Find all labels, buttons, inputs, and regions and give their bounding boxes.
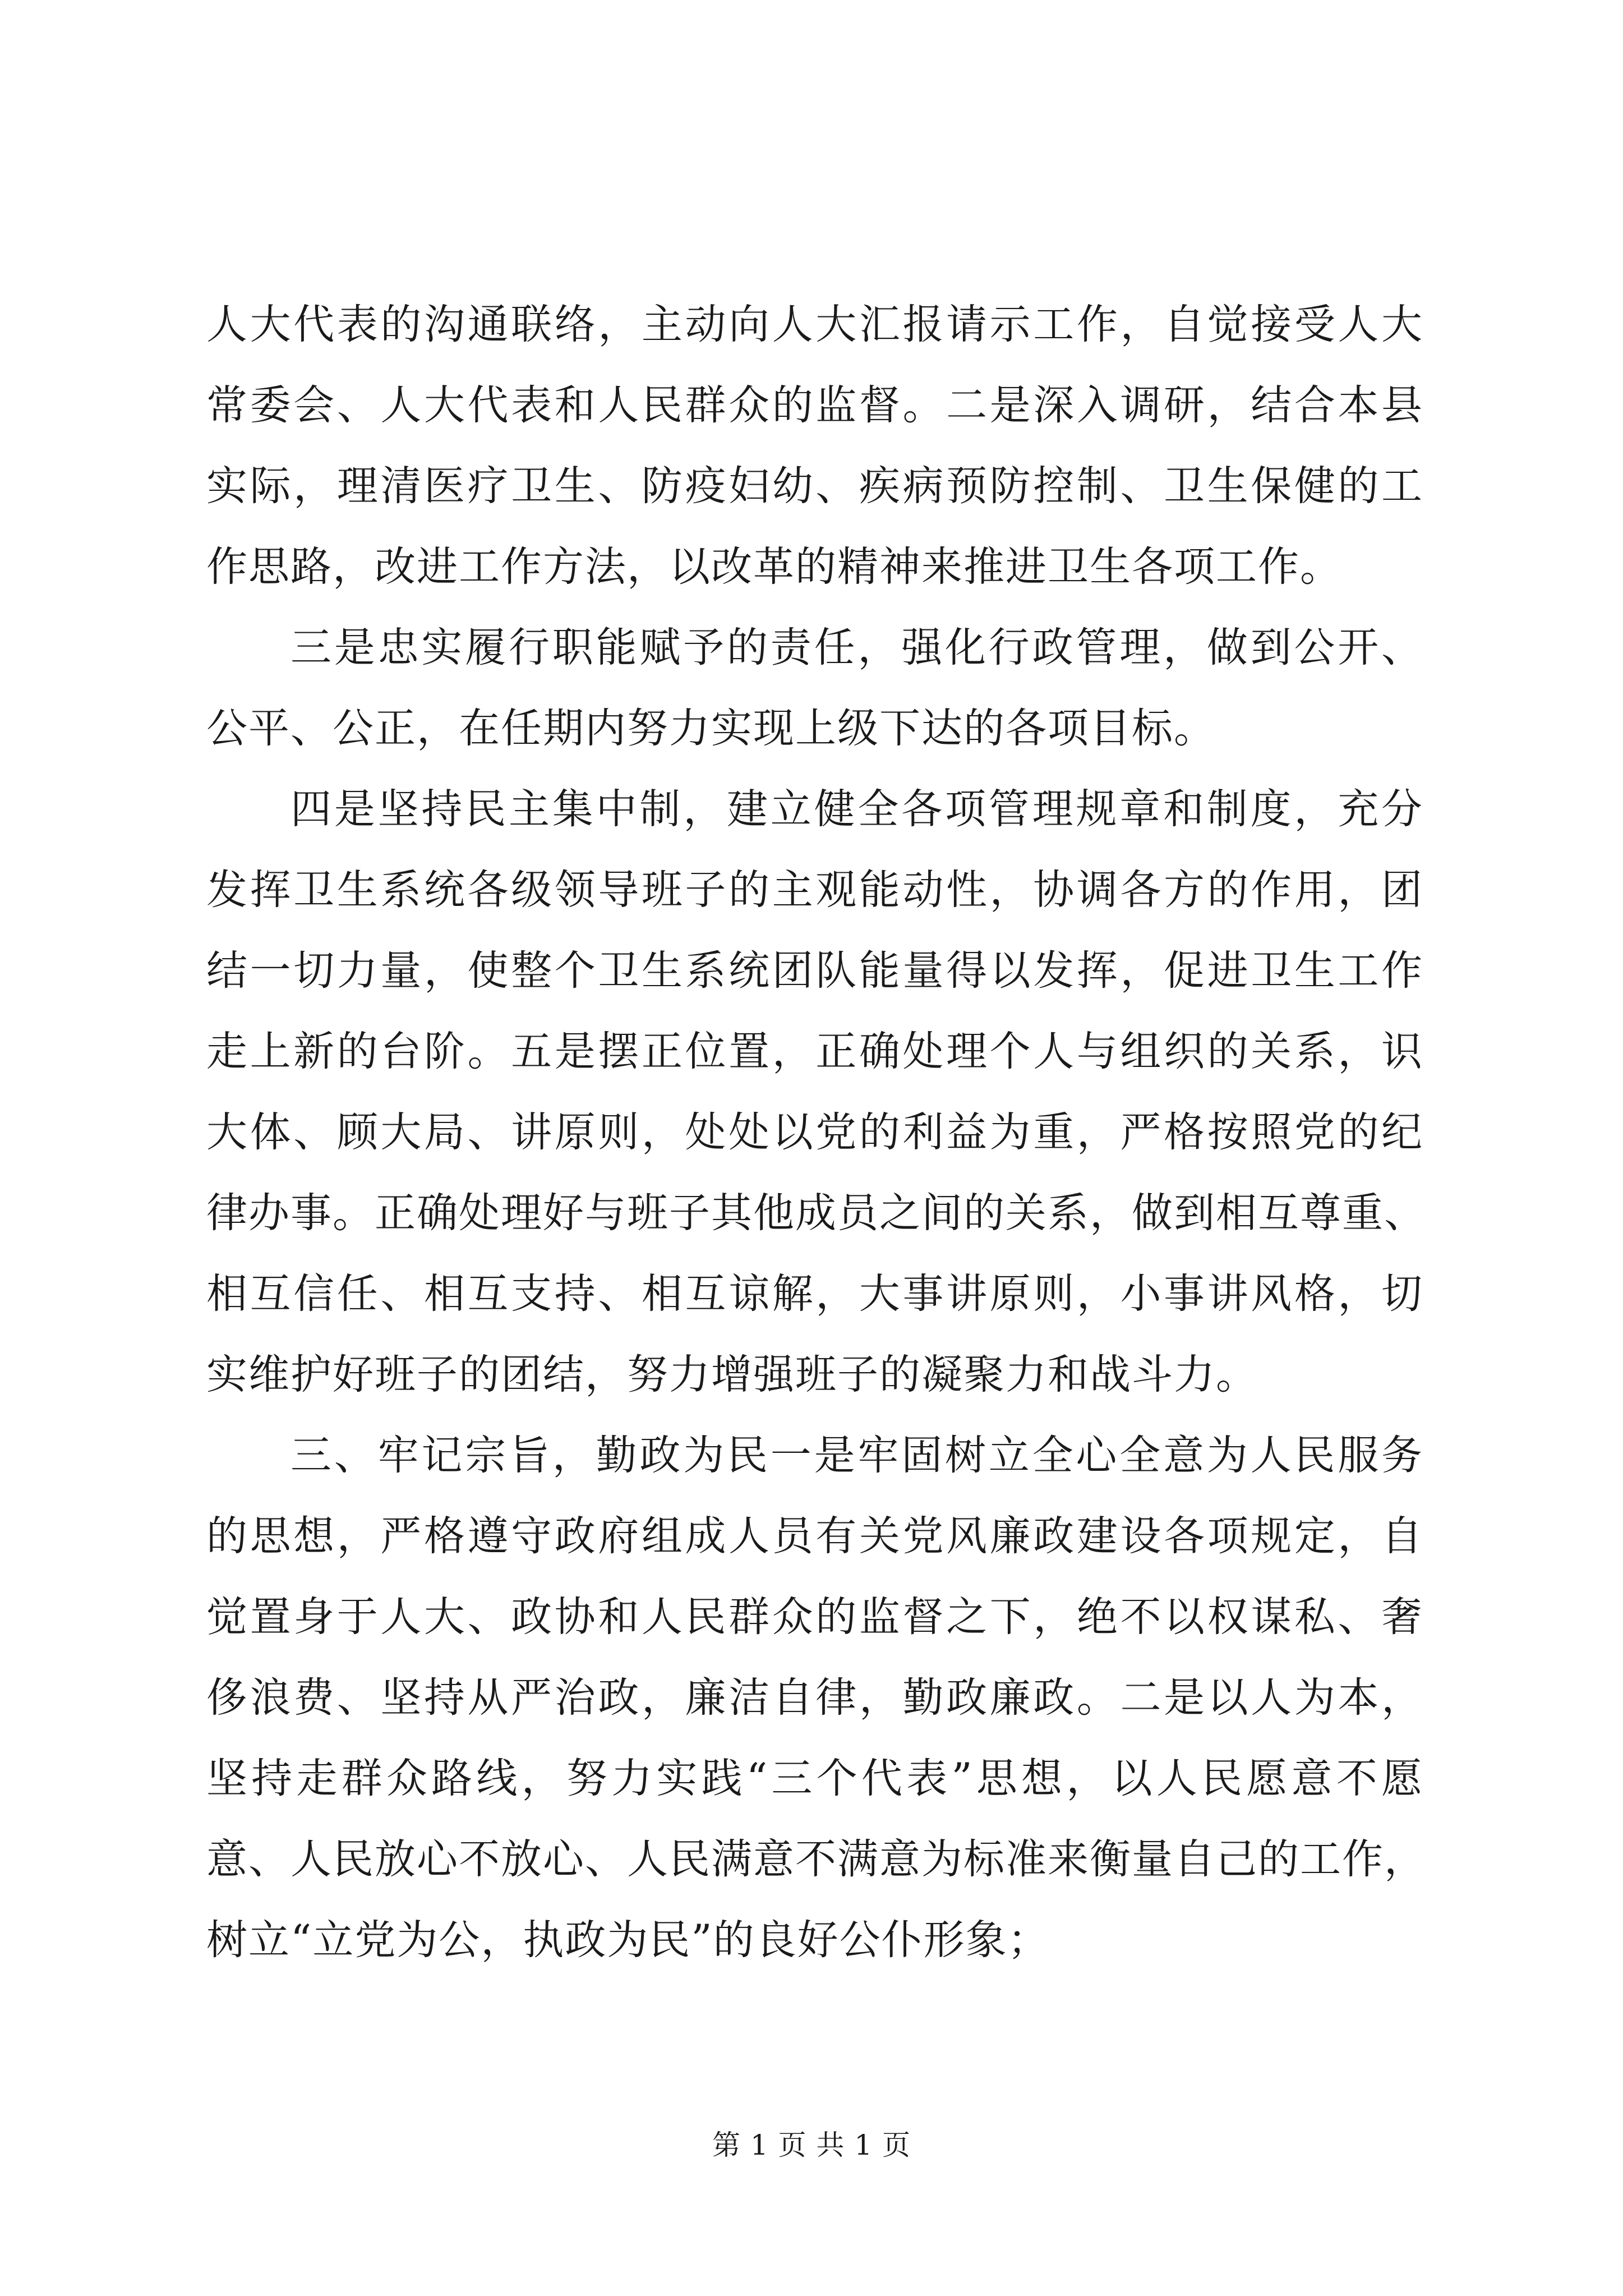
text-line: 坚持走群众路线，努力实践“三个代表”思想，以人民愿意不愿 xyxy=(206,1755,1423,1802)
text-line: 树立“立党为公，执政为民”的良好公仆形象； xyxy=(206,1916,1050,1964)
text-line: 走上新的台阶。五是摆正位置，正确处理个人与组织的关系，识 xyxy=(206,1028,1423,1075)
text-line: 实维护好班子的团结，努力增强班子的凝聚力和战斗力。 xyxy=(206,1351,1258,1398)
text-line: 人大代表的沟通联络，主动向人大汇报请示工作，自觉接受人大 xyxy=(206,301,1423,348)
text-line: 律办事。正确处理好与班子其他成员之间的关系，做到相互尊重、 xyxy=(206,1189,1426,1237)
text-line: 作思路，改进工作方法，以改革的精神来推进卫生各项工作。 xyxy=(206,543,1342,591)
text-line: 三是忠实履行职能赋予的责任，强化行政管理，做到公开、 xyxy=(291,624,1423,671)
document-body xyxy=(206,284,1426,1981)
text-line: 四是坚持民主集中制，建立健全各项管理规章和制度，充分 xyxy=(291,785,1423,833)
page-footer xyxy=(0,2123,1623,2163)
text-line: 结一切力量，使整个卫生系统团队能量得以发挥，促进卫生工作 xyxy=(206,947,1423,995)
text-line: 的思想，严格遵守政府组成人员有关党风廉政建设各项规定，自 xyxy=(206,1512,1423,1560)
text-line: 三、牢记宗旨，勤政为民一是牢固树立全心全意为人民服务 xyxy=(291,1432,1423,1479)
text-line: 觉置身于人大、政协和人民群众的监督之下，绝不以权谋私、奢 xyxy=(206,1593,1423,1641)
text-line: 常委会、人大代表和人民群众的监督。二是深入调研，结合本县 xyxy=(206,381,1423,429)
text-line: 相互信任、相互支持、相互谅解，大事讲原则，小事讲风格，切 xyxy=(206,1270,1423,1318)
paragraph xyxy=(206,284,1423,608)
text-line: 侈浪费、坚持从严治政，廉洁自律，勤政廉政。二是以人为本， xyxy=(206,1674,1423,1722)
page-number-label: 第 1 页 共 1 页 xyxy=(712,2129,911,2161)
paragraph xyxy=(206,608,1423,769)
paragraph xyxy=(206,769,1426,1415)
text-line: 公平、公正，在任期内努力实现上级下达的各项目标。 xyxy=(206,705,1216,752)
text-line: 实际，理清医疗卫生、防疫妇幼、疾病预防控制、卫生保健的工 xyxy=(206,462,1423,510)
text-line: 大体、顾大局、讲原则，处处以党的利益为重，严格按照党的纪 xyxy=(206,1108,1423,1156)
paragraph xyxy=(206,1415,1426,1981)
text-line: 意、人民放心不放心、人民满意不满意为标准来衡量自己的工作， xyxy=(206,1835,1426,1883)
text-line: 发挥卫生系统各级领导班子的主观能动性，协调各方的作用，团 xyxy=(206,866,1423,914)
